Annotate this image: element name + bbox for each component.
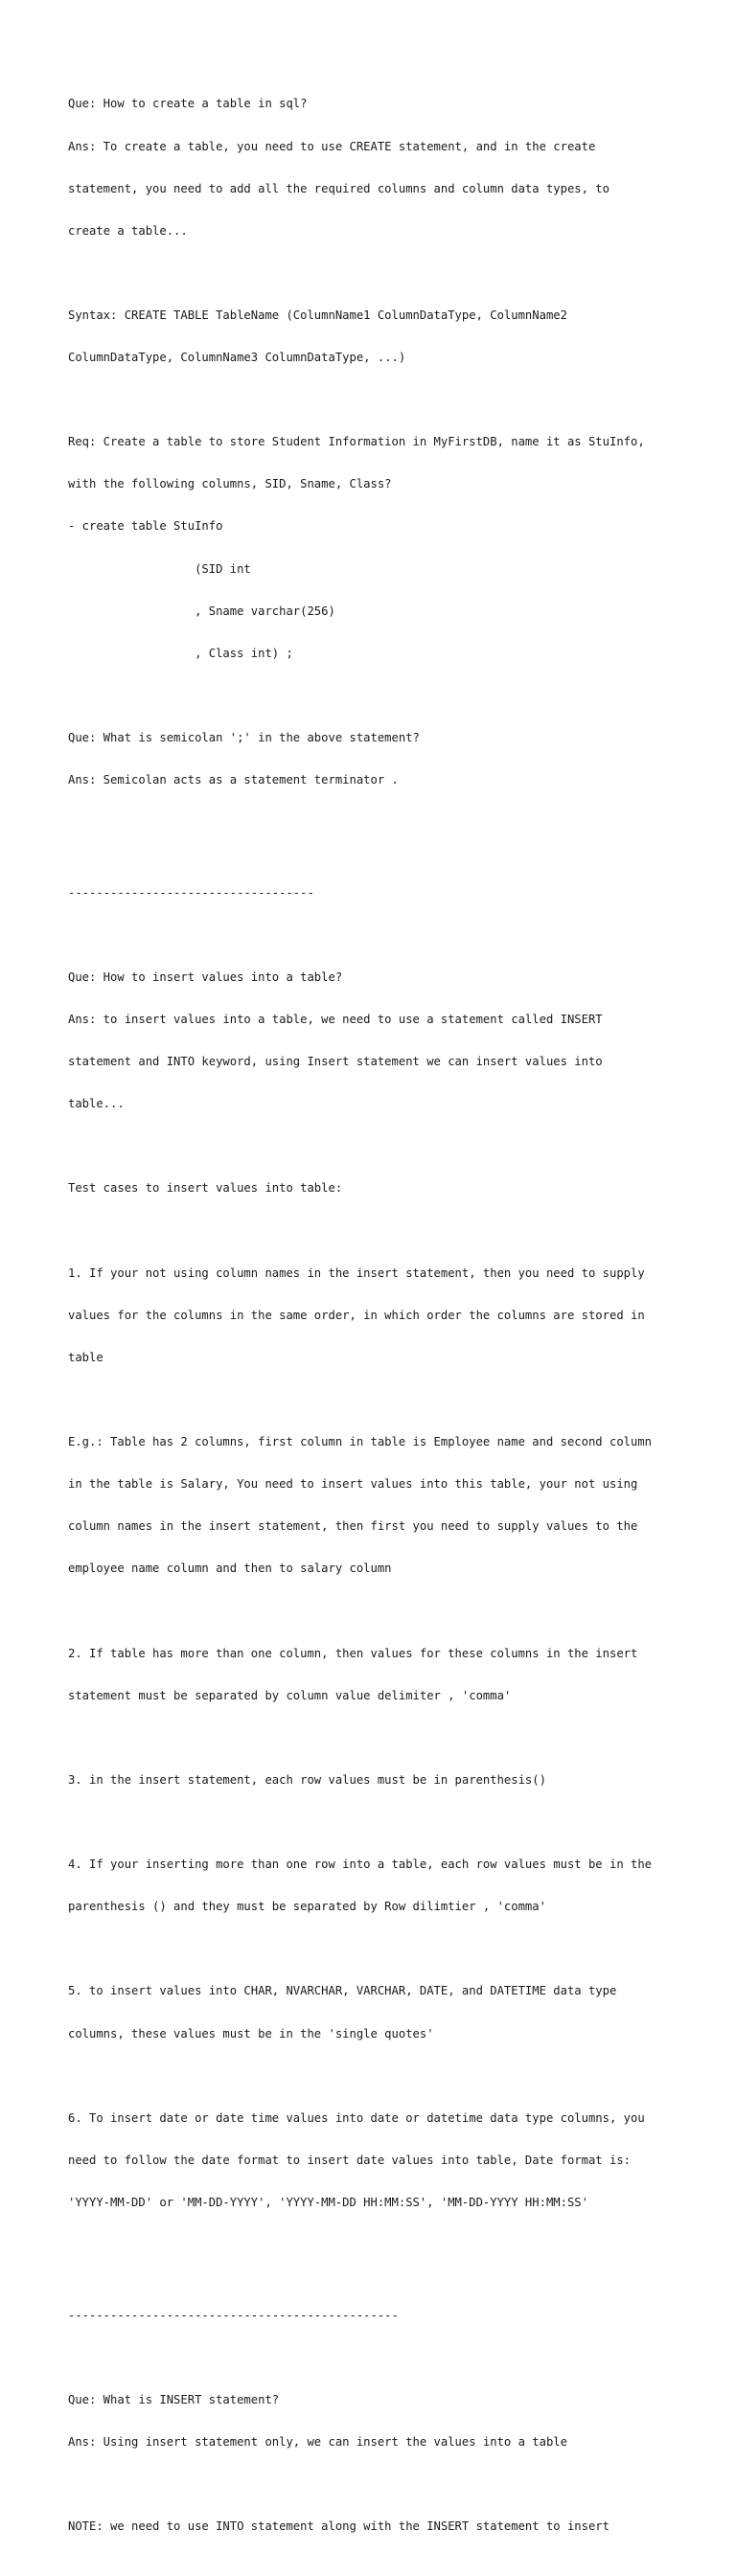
divider-text: ----------------------------------- bbox=[68, 885, 314, 900]
text-line: 6. To insert date or date time values into date or datetime data type columns, you bbox=[68, 2110, 645, 2125]
code-line: - create table StuInfo bbox=[68, 519, 223, 534]
divider-line bbox=[68, 2280, 729, 2351]
text-line: Ans: Semicolan acts as a statement terminator . bbox=[68, 773, 399, 787]
code-line: , Class int) ; bbox=[68, 646, 293, 660]
text-line: Ans: To create a table, you need to use CREATE statement, and in the create bbox=[68, 139, 596, 153]
text-line: Syntax: CREATE TABLE TableName (ColumnName1 ColumnDataType, ColumnName2 bbox=[68, 308, 567, 322]
text-line: Que: What is semicolan ';' in the above statement? bbox=[68, 731, 420, 744]
text-line: 2. If table has more than one column, then values for these columns in the insert bbox=[68, 1646, 638, 1660]
code-line: (SID int bbox=[68, 561, 251, 576]
text-line: employee name column and then to salary column bbox=[68, 1562, 392, 1576]
text-line: table... bbox=[68, 1097, 125, 1111]
text-line: parenthesis () and they must be separated by Row dilimtier , 'comma' bbox=[68, 1900, 546, 1914]
text-line: ColumnDataType, ColumnName3 ColumnDataType, ...) bbox=[68, 351, 406, 365]
question-insert-values bbox=[68, 943, 729, 1140]
test-case-4 bbox=[68, 1830, 729, 1943]
document-page bbox=[68, 69, 729, 2576]
text-line: Ans: Using insert statement only, we can insert the values into a table bbox=[68, 2434, 567, 2449]
text-line: values for the columns in the same order, in which order the columns are stored in bbox=[68, 1308, 645, 1322]
text-line: need to follow the date format to insert date values into table, Date format is: bbox=[68, 2153, 631, 2167]
divider-text: ----------------------------------------------- bbox=[68, 2308, 399, 2322]
text-line: Que: How to insert values into a table? bbox=[68, 969, 343, 984]
text-line: columns, these values must be in the 'single quotes' bbox=[68, 2026, 434, 2040]
text-line: create a table... bbox=[68, 223, 188, 238]
text-line: 'YYYY-MM-DD' or 'MM-DD-YYYY', 'YYYY-MM-DD HH:MM:SS', 'MM-DD-YYYY HH:MM:SS' bbox=[68, 2195, 588, 2209]
question-create-table bbox=[68, 69, 729, 266]
requirement-block bbox=[68, 407, 729, 689]
test-case-1 bbox=[68, 1238, 729, 1393]
example-block bbox=[68, 1407, 729, 1605]
text-line: with the following columns, SID, Sname, Class? bbox=[68, 477, 392, 491]
code-line: , Sname varchar(256) bbox=[68, 604, 335, 618]
divider-line bbox=[68, 857, 729, 928]
test-case-2 bbox=[68, 1618, 729, 1731]
spacer bbox=[68, 2252, 729, 2280]
question-semicolon bbox=[68, 703, 729, 816]
text-line: Que: How to create a table in sql? bbox=[68, 97, 308, 111]
text-line: Test cases to insert values into table: bbox=[68, 1181, 343, 1196]
text-line: Ans: to insert values into a table, we need to use a statement called INSERT bbox=[68, 1013, 603, 1027]
test-case-3 bbox=[68, 1745, 729, 1816]
spacer bbox=[68, 830, 729, 857]
text-line: statement and INTO keyword, using Insert statement we can insert values into bbox=[68, 1055, 603, 1069]
text-line: E.g.: Table has 2 columns, first column in table is Employee name and second column bbox=[68, 1435, 653, 1449]
text-line: statement, you need to add all the required columns and column data types, to bbox=[68, 181, 610, 195]
note-block bbox=[68, 2492, 729, 2563]
text-line: table bbox=[68, 1350, 104, 1364]
text-line: Que: What is INSERT statement? bbox=[68, 2392, 280, 2406]
syntax-block bbox=[68, 281, 729, 394]
test-cases-heading bbox=[68, 1153, 729, 1224]
text-line: 4. If your inserting more than one row into a table, each row values must be in the bbox=[68, 1858, 653, 1872]
text-line: in the table is Salary, You need to insert values into this table, your not using bbox=[68, 1477, 638, 1492]
text-line: 5. to insert values into CHAR, NVARCHAR, VARCHAR, DATE, and DATETIME data type bbox=[68, 1984, 617, 1998]
test-case-5 bbox=[68, 1956, 729, 2069]
text-line: Req: Create a table to store Student Information in MyFirstDB, name it as StuInfo, bbox=[68, 435, 645, 449]
text-line: 3. in the insert statement, each row values must be in parenthesis() bbox=[68, 1772, 546, 1787]
text-line: column names in the insert statement, then first you need to supply values to the bbox=[68, 1519, 638, 1534]
question-insert-statement bbox=[68, 2364, 729, 2477]
text-line: 1. If your not using column names in the insert statement, then you need to supply bbox=[68, 1265, 645, 1280]
text-line: statement must be separated by column value delimiter , 'comma' bbox=[68, 1688, 512, 1702]
test-case-6 bbox=[68, 2083, 729, 2238]
text-line: NOTE: we need to use INTO statement along with the INSERT statement to insert bbox=[68, 2519, 610, 2534]
